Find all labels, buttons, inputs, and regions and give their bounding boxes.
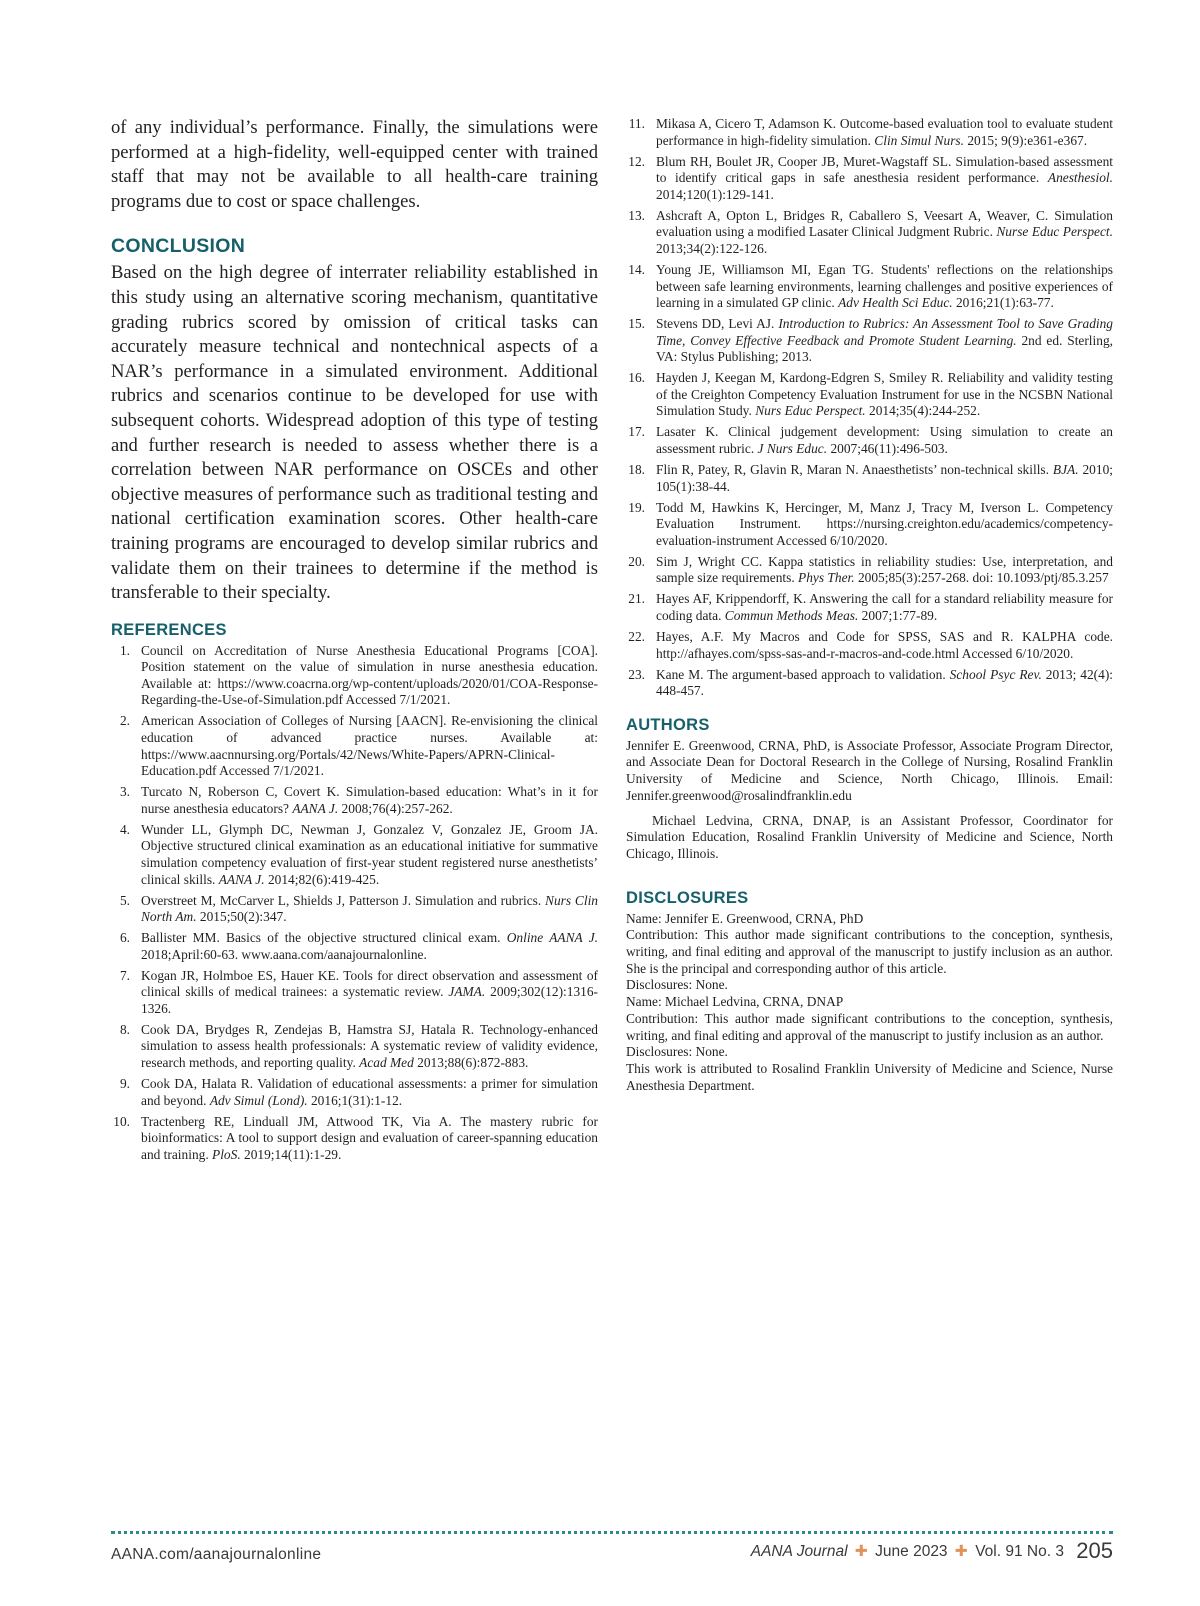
references-heading: REFERENCES: [111, 620, 227, 639]
footer-website: AANA.com/aanajournalonline: [111, 1546, 322, 1563]
reference-item: 10 . Tractenberg RE, Linduall JM, Attwood TK, Via A. The mastery rubric for bioinformatics: A tool to support design and evaluation of career-spanning education and training. PloS. 2019;14(11):1-29.: [111, 1114, 598, 1164]
reference-item: 16 . Hayden J, Keegan M, Kardong-Edgren S, Smiley R. Reliability and validity testing of the Creighton Competency Evaluation Instrument for use in the NCSBN National Simulation Study. Nurs Educ Perspect. 2014;35(4):244-252.: [626, 370, 1113, 420]
reference-item: 4 . Wunder LL, Glymph DC, Newman J, Gonzalez V, Gonzalez JE, Groom JA. Objective structured clinical examination as an educational initiative for summative simulation competency evaluation of first-year student registered nurse anesthetists’ clinical skills. AANA J. 2014;82(6):419-425.: [111, 822, 598, 888]
reference-item: 20 . Sim J, Wright CC. Kappa statistics in reliability studies: Use, interpretation, and sample size requirements. Phys Ther. 2005;85(3):257-268. doi: 10.1093/ptj/85.3.257: [626, 554, 1113, 587]
disclosure-statement: Disclosures: None.: [626, 977, 728, 993]
author-bio-ledvina: Michael Ledvina, CRNA, DNAP, is an Assistant Professor, Coordinator for Simulation Education, Rosalind Franklin University of Medicine and Science, North Chicago, Illinois.: [626, 812, 1113, 861]
authors-heading: AUTHORS: [626, 715, 710, 734]
reference-item: 2 . American Association of Colleges of Nursing [AACN]. Re-envisioning the clinical education of advanced practice nurses. Available at: https://www.aacnnursing.org/Portals/42/News/White-Papers/APRN-Clinical-Education.pdf Accessed 7/1/2021.: [111, 713, 598, 779]
disclosures-heading: DISCLOSURES: [626, 888, 749, 907]
reference-item: 17 . Lasater K. Clinical judgement development: Using simulation to create an assessment rubric. J Nurs Educ. 2007;46(11):496-503.: [626, 424, 1113, 457]
footer-issue-date: June 2023: [875, 1543, 948, 1560]
reference-item: 1 . Council on Accreditation of Nurse Anesthesia Educational Programs [COA]. Position statement on the value of simulation in nurse anesthesia education. Available at: https://www.coacrna.org/wp-content/uploads/2020/01/COA-Response-Regarding-the-Use-of-Simulation.pdf Accessed 7/1/2021.: [111, 643, 598, 709]
reference-item: 5 . Overstreet M, McCarver L, Shields J, Patterson J. Simulation and rubrics. Nurs Clin North Am. 2015;50(2):347.: [111, 893, 598, 926]
disclosure-name: Name: Jennifer E. Greenwood, CRNA, PhD: [626, 910, 864, 926]
reference-item: 13 . Ashcraft A, Opton L, Bridges R, Caballero S, Veesart A, Weaver, C. Simulation evaluation using a modified Lasater Clinical Judgment Rubric. Nurse Educ Perspect. 2013;34(2):122-126.: [626, 208, 1113, 258]
disclosure-contribution: Contribution: This author made significant contributions to the conception, synthesis, writing, and final editing and approval of the manuscript to justify inclusion as an author.: [626, 1010, 1113, 1043]
reference-item: 3 . Turcato N, Roberson C, Covert K. Simulation-based education: What’s in it for nurse anesthesia educators? AANA J. 2008;76(4):257-262.: [111, 784, 598, 817]
conclusion-text: Based on the high degree of interrater reliability established in this study using an alternative scoring mechanism, quantitative grading rubrics scored by omission of critical tasks can accurately measure technical and nontechnical aspects of a NAR’s performance in a simulated environment. Additional rubrics and scenarios continue to be developed for use with subsequent cohorts. Widespread adoption of this type of testing and further research is needed to assess whether there is a correlation between NAR performance on OSCEs and other objective measures of performance such as traditional testing and national certification examination scores. Other health-care training programs are encouraged to develop similar rubrics and validate them on their trainees to determine if the method is transferable to their specialty.: [111, 262, 598, 604]
left-column: [111, 116, 598, 1168]
reference-list-part-1: [111, 643, 598, 1164]
page-number: 205: [1076, 1538, 1113, 1563]
reference-item: 7 . Kogan JR, Holmboe ES, Hauer KE. Tools for direct observation and assessment of clinical skills of medical trainees: a systematic review. JAMA. 2009;302(12):1316-1326.: [111, 968, 598, 1018]
reference-list-part-2: [626, 116, 1113, 700]
reference-item: 8 . Cook DA, Brydges R, Zendejas B, Hamstra SJ, Hatala R. Technology-enhanced simulation to assess health professionals: A systematic review of validity evidence, research methods, and reporting quality. Acad Med 2013;88(6):872-883.: [111, 1022, 598, 1072]
reference-item: 18 . Flin R, Patey, R, Glavin R, Maran N. Anaesthetists’ non-technical skills. BJA. 2010; 105(1):38-44.: [626, 462, 1113, 495]
footer-divider: [111, 1531, 1113, 1534]
footer-journal-name: AANA Journal: [750, 1543, 848, 1560]
reference-item: 19 . Todd M, Hawkins K, Hercinger, M, Manz J, Tracy M, Iverson L. Competency Evaluation Instrument. https://nursing.creighton.edu/academics/competency-evaluation-instrument Accessed 6/10/2020.: [626, 500, 1113, 550]
conclusion-heading: CONCLUSION: [111, 235, 246, 258]
plus-separator-icon: ✚: [954, 1543, 968, 1560]
reference-item: 23 . Kane M. The argument-based approach to validation. School Psyc Rev. 2013; 42(4): 448-457.: [626, 667, 1113, 700]
attribution-statement: This work is attributed to Rosalind Franklin University of Medicine and Science, Nurse Anesthesia Department.: [626, 1060, 1113, 1093]
reference-item: 22 . Hayes, A.F. My Macros and Code for SPSS, SAS and R. KALPHA code. http://afhayes.com/spss-sas-and-r-macros-and-code.html Accessed 6/10/2020.: [626, 629, 1113, 662]
reference-item: 14 . Young JE, Williamson MI, Egan TG. Students' reflections on the relationships between safe learning environments, learning challenges and positive experiences of learning in a simulated GP clinic. Adv Health Sci Educ. 2016;21(1):63-77.: [626, 262, 1113, 312]
right-column: [626, 116, 1113, 1094]
reference-item: 15 . Stevens DD, Levi AJ. Introduction to Rubrics: An Assessment Tool to Save Grading Time, Convey Effective Feedback and Promote Student Learning. 2nd ed. Sterling, VA: Stylus Publishing; 2013.: [626, 316, 1113, 366]
footer-volume: Vol. 91: [975, 1543, 1023, 1560]
reference-item: 21 . Hayes AF, Krippendorff, K. Answering the call for a standard reliability measure for coding data. Commun Methods Meas. 2007;1:77-89.: [626, 591, 1113, 624]
reference-item: 12 . Blum RH, Boulet JR, Cooper JB, Muret-Wagstaff SL. Simulation-based assessment to identify critical gaps in safe anesthesia resident performance. Anesthesiol. 2014;120(1):129-141.: [626, 154, 1113, 204]
disclosure-contribution: Contribution: This author made significant contributions to the conception, synthesis, writing, and final editing and approval of the manuscript to justify inclusion as an author. She is the principal and corresponding author of this article.: [626, 927, 1113, 976]
disclosure-statement: Disclosures: None.: [626, 1044, 728, 1060]
plus-separator-icon: ✚: [854, 1543, 868, 1560]
footer-number: No. 3: [1026, 1543, 1064, 1560]
disclosure-name: Name: Michael Ledvina, CRNA, DNAP: [626, 994, 844, 1010]
reference-item: 9 . Cook DA, Halata R. Validation of educational assessments: a primer for simulation and beyond. Adv Simul (Lond). 2016;1(31):1-12.: [111, 1076, 598, 1109]
reference-item: 11 . Mikasa A, Cicero T, Adamson K. Outcome-based evaluation tool to evaluate student performance in high-fidelity simulation. Clin Simul Nurs. 2015; 9(9):e361-e367.: [626, 116, 1113, 149]
reference-item: 6 . Ballister MM. Basics of the objective structured clinical exam. Online AANA J. 2018;April:60-63. www.aana.com/aanajournalonline.: [111, 930, 598, 963]
footer-issue-info: [751, 1538, 1113, 1564]
author-bio-greenwood: Jennifer E. Greenwood, CRNA, PhD, is Associate Professor, Associate Program Director, and Associate Dean for Doctoral Research in the College of Nursing, Rosalind Franklin University of Medicine and Science, North Chicago, Illinois. Email: Jennifer.greenwood@rosalindfranklin.edu: [626, 737, 1113, 803]
page-footer: [111, 1538, 1113, 1568]
disclosures-block: [626, 911, 1113, 1095]
intro-paragraph: of any individual’s performance. Finally, the simulations were performed at a high-fidelity, well-equipped center with trained staff that may not be available to all health-care training programs due to cost or space challenges.: [111, 117, 598, 212]
